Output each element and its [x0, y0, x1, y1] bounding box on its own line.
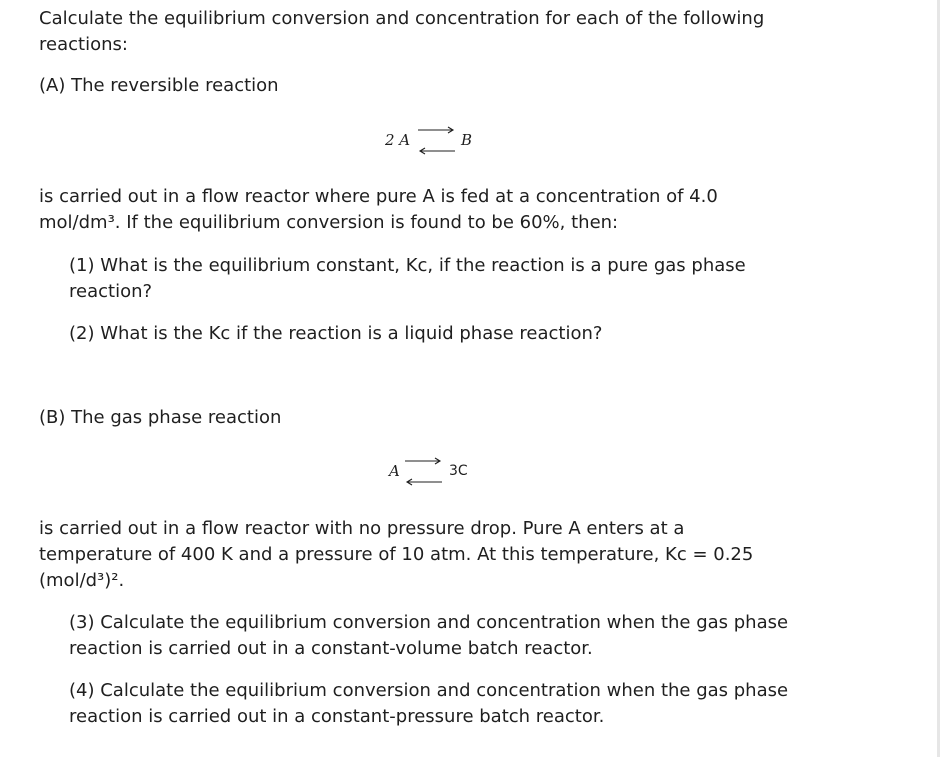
part-b-description-line-2: temperature of 400 K and a pressure of 10 atm. At this temperature, Kc = 0.25: [39, 544, 754, 565]
question-3: [69, 610, 788, 662]
question-1-line-2: reaction?: [69, 281, 153, 302]
problem-intro: [39, 6, 764, 58]
part-b-equation-rhs: 3C: [449, 463, 468, 479]
question-1: [69, 253, 746, 305]
question-2: [69, 321, 602, 347]
equilibrium-arrows-icon: [404, 455, 444, 483]
part-b-equation-lhs: A: [389, 462, 400, 480]
part-a-description-line-1: is carried out in a flow reactor where pure A is fed at a concentration of 4.0: [39, 186, 718, 207]
question-4: [69, 678, 788, 730]
equilibrium-arrows-icon: [417, 124, 457, 152]
part-b-description: [39, 516, 753, 594]
part-b-description-line-3: (mol/d³)².: [39, 570, 125, 591]
part-a-heading: [39, 73, 279, 99]
intro-line-1: Calculate the equilibrium conversion and concentration for each of the following: [39, 8, 765, 29]
intro-line-2: reactions:: [39, 34, 128, 55]
question-3-line-2: reaction is carried out in a constant-volume batch reactor.: [69, 638, 593, 659]
part-a-description: [39, 184, 718, 236]
part-b-heading: [39, 405, 281, 431]
part-a-heading-text: (A) The reversible reaction: [39, 75, 279, 96]
part-a-equation: [385, 124, 485, 154]
question-4-line-2: reaction is carried out in a constant-pressure batch reactor.: [69, 706, 605, 727]
part-b-heading-text: (B) The gas phase reaction: [39, 407, 282, 428]
part-b-description-line-1: is carried out in a flow reactor with no pressure drop. Pure A enters at a: [39, 518, 685, 539]
question-4-line-1: (4) Calculate the equilibrium conversion and concentration when the gas phase: [69, 680, 789, 701]
part-a-equation-lhs: 2 A: [385, 131, 411, 149]
part-a-equation-rhs: B: [461, 131, 473, 149]
question-3-line-1: (3) Calculate the equilibrium conversion and concentration when the gas phase: [69, 612, 789, 633]
part-a-description-line-2: mol/dm³. If the equilibrium conversion is found to be 60%, then:: [39, 212, 619, 233]
clipped-previous-line: [30, 0, 790, 2]
part-b-equation: [389, 455, 489, 485]
question-2-line-1: (2) What is the Kc if the reaction is a liquid phase reaction?: [69, 323, 603, 344]
question-1-line-1: (1) What is the equilibrium constant, Kc, if the reaction is a pure gas phase: [69, 255, 746, 276]
